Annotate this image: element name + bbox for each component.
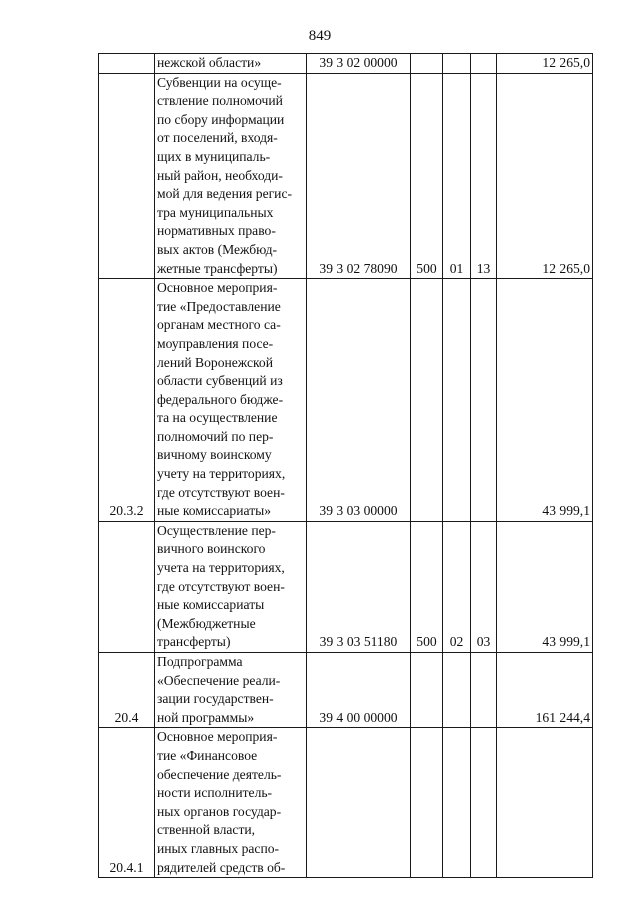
row-number-cell xyxy=(99,521,155,652)
subsection-cell xyxy=(471,728,497,878)
item-name-cell: нежской области» xyxy=(155,54,307,74)
subsection-cell xyxy=(471,54,497,74)
expense-type-cell: 500 xyxy=(411,521,443,652)
subsection-cell: 13 xyxy=(471,73,497,279)
section-cell xyxy=(443,279,471,522)
item-name-cell: Основное мероприя- тие «Предоставление органам местного са- моуправления посе- лений Воронежской области субвенций из федерального бюдже- та на осуществление полномочий по пер- вичному воинскому учету на территориях, где отсутствуют воен- ные комиссариаты» xyxy=(155,279,307,522)
amount-cell: 43 999,1 xyxy=(497,279,593,522)
budget-code-cell: 39 3 03 51180 xyxy=(307,521,411,652)
section-cell xyxy=(443,54,471,74)
section-cell xyxy=(443,653,471,728)
budget-code-cell: 39 3 03 00000 xyxy=(307,279,411,522)
budget-code-cell: 39 3 02 78090 xyxy=(307,73,411,279)
table-row xyxy=(99,279,593,522)
amount-cell xyxy=(497,728,593,878)
expense-type-cell: 500 xyxy=(411,73,443,279)
table-row xyxy=(99,728,593,878)
amount-cell: 12 265,0 xyxy=(497,54,593,74)
item-name-cell: Основное мероприя- тие «Финансовое обеспечение деятель- ности исполнитель- ных органов государ- ственной власти, иных главных распо- рядителей средств об- xyxy=(155,728,307,878)
subsection-cell xyxy=(471,279,497,522)
table-row xyxy=(99,521,593,652)
section-cell: 02 xyxy=(443,521,471,652)
budget-table xyxy=(98,53,593,878)
page-number: 849 xyxy=(308,28,332,44)
amount-cell: 161 244,4 xyxy=(497,653,593,728)
row-number-cell: 20.4 xyxy=(99,653,155,728)
budget-code-cell xyxy=(307,728,411,878)
section-cell xyxy=(443,728,471,878)
row-number-cell: 20.4.1 xyxy=(99,728,155,878)
table-row xyxy=(99,73,593,279)
table-row xyxy=(99,54,593,74)
row-number-cell xyxy=(99,73,155,279)
expense-type-cell xyxy=(411,54,443,74)
section-cell: 01 xyxy=(443,73,471,279)
amount-cell: 43 999,1 xyxy=(497,521,593,652)
expense-type-cell xyxy=(411,728,443,878)
row-number-cell xyxy=(99,54,155,74)
budget-code-cell: 39 4 00 00000 xyxy=(307,653,411,728)
item-name-cell: Осуществление пер- вичного воинского учета на территориях, где отсутствуют воен- ные комиссариаты (Межбюджетные трансферты) xyxy=(155,521,307,652)
subsection-cell: 03 xyxy=(471,521,497,652)
item-name-cell: Подпрограмма «Обеспечение реали- зации государствен- ной программы» xyxy=(155,653,307,728)
expense-type-cell xyxy=(411,653,443,728)
expense-type-cell xyxy=(411,279,443,522)
subsection-cell xyxy=(471,653,497,728)
budget-code-cell: 39 3 02 00000 xyxy=(307,54,411,74)
item-name-cell: Субвенции на осуще- ствление полномочий по сбору информации от поселений, входя- щих в муниципаль- ный район, необходи- мой для ведения регис- тра муниципальных нормативных право- вых актов (Межбюд- жетные трансферты) xyxy=(155,73,307,279)
row-number-cell: 20.3.2 xyxy=(99,279,155,522)
table-row xyxy=(99,653,593,728)
amount-cell: 12 265,0 xyxy=(497,73,593,279)
